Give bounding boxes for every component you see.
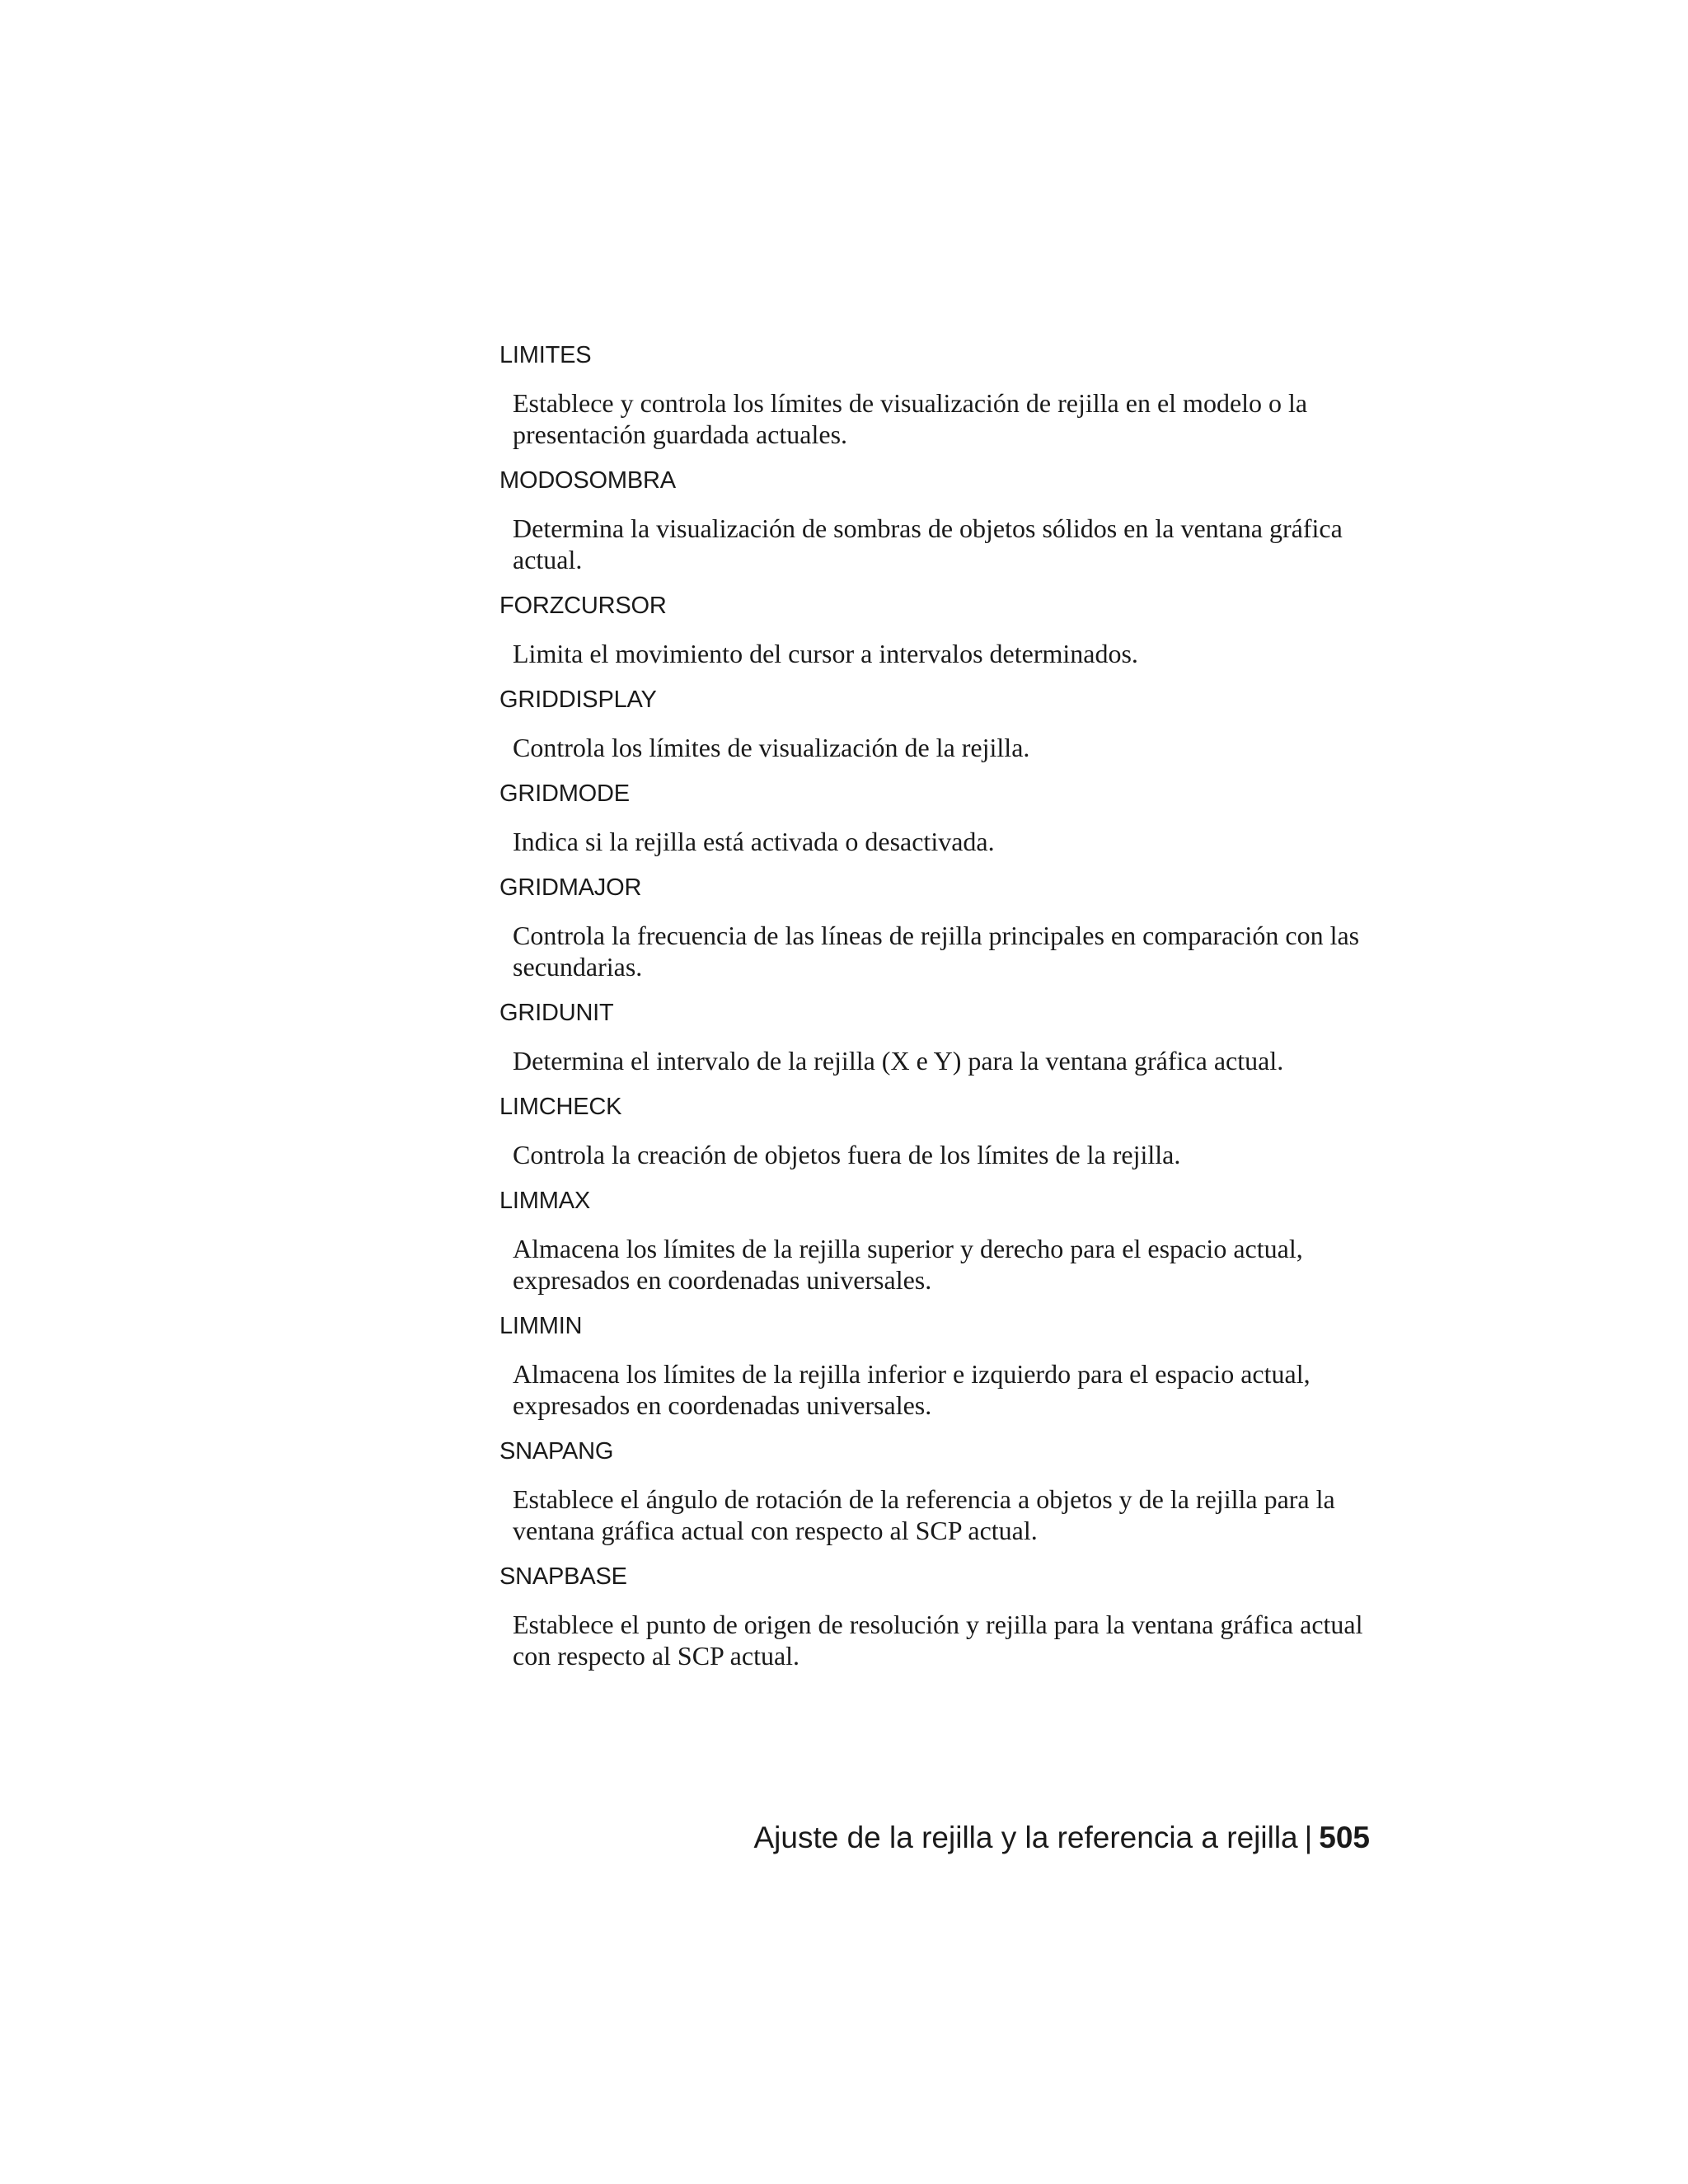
entry-gridunit — [499, 998, 1390, 1076]
entry-term: LIMITES — [499, 342, 592, 368]
entry-modosombra — [499, 466, 1390, 575]
entry-term: SNAPBASE — [499, 1563, 627, 1590]
entry-term: LIMMAX — [499, 1188, 590, 1214]
entry-term: MODOSOMBRA — [499, 467, 676, 494]
entry-description: Almacena los límites de la rejilla superior y derecho para el espacio actual, expresados en coordenadas universales. — [513, 1234, 1303, 1295]
entry-gridmajor — [499, 873, 1390, 982]
entry-limcheck — [499, 1092, 1390, 1170]
entry-description: Indica si la rejilla está activada o desactivada. — [513, 827, 995, 856]
entry-description: Determina la visualización de sombras de objetos sólidos en la ventana gráfica actual. — [513, 513, 1343, 574]
page-footer — [753, 1820, 1370, 1856]
entry-griddisplay — [499, 685, 1390, 763]
entry-term: LIMMIN — [499, 1313, 583, 1339]
footer-section-title: Ajuste de la rejilla y la referencia a rejilla — [753, 1821, 1298, 1854]
variable-list — [499, 340, 1390, 1687]
entry-description: Establece el punto de origen de resolución y rejilla para la ventana gráfica actual con respecto al SCP actual. — [513, 1610, 1363, 1671]
entry-limites — [499, 340, 1390, 450]
entry-gridmode — [499, 779, 1390, 857]
entry-forzcursor — [499, 591, 1390, 669]
entry-term: GRIDDISPLAY — [499, 687, 657, 713]
entry-description: Almacena los límites de la rejilla inferior e izquierdo para el espacio actual, expresados en coordenadas universales. — [513, 1359, 1311, 1420]
entry-term: SNAPANG — [499, 1438, 614, 1465]
entry-snapang — [499, 1436, 1390, 1546]
footer-separator: | — [1304, 1821, 1313, 1854]
entry-description: Establece el ángulo de rotación de la referencia a objetos y de la rejilla para la ventana gráfica actual con respecto al SCP actual. — [513, 1484, 1335, 1545]
entry-description: Controla la frecuencia de las líneas de rejilla principales en comparación con las secundarias. — [513, 921, 1360, 982]
entry-term: LIMCHECK — [499, 1094, 622, 1120]
entry-term: GRIDMODE — [499, 780, 630, 807]
entry-description: Controla la creación de objetos fuera de los límites de la rejilla. — [513, 1140, 1181, 1169]
entry-term: GRIDMAJOR — [499, 874, 642, 901]
entry-limmin — [499, 1311, 1390, 1421]
entry-description: Determina el intervalo de la rejilla (X e Y) para la ventana gráfica actual. — [513, 1046, 1284, 1076]
entry-limmax — [499, 1186, 1390, 1296]
entry-term: GRIDUNIT — [499, 1000, 614, 1026]
entry-snapbase — [499, 1562, 1390, 1671]
entry-description: Establece y controla los límites de visualización de rejilla en el modelo o la presentación guardada actuales. — [513, 388, 1308, 449]
page-number: 505 — [1319, 1821, 1370, 1854]
entry-description: Limita el movimiento del cursor a intervalos determinados. — [513, 639, 1138, 668]
entry-description: Controla los límites de visualización de la rejilla. — [513, 733, 1030, 762]
entry-term: FORZCURSOR — [499, 593, 667, 619]
